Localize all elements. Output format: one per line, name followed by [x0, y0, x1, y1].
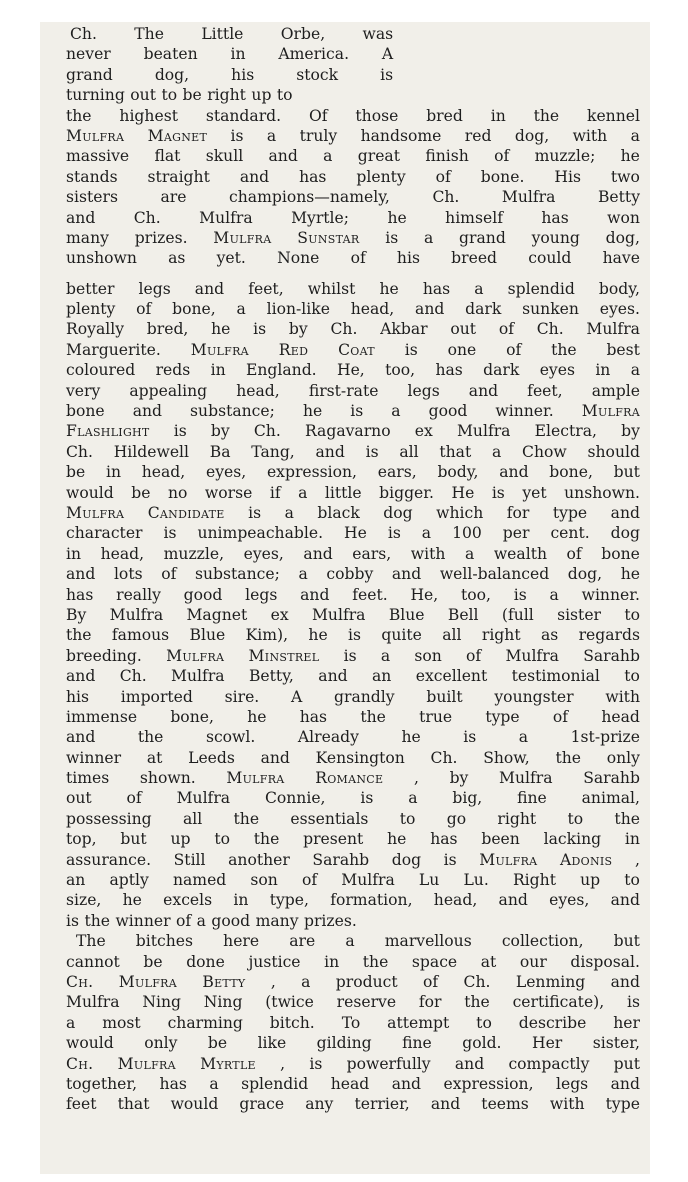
text-line: and the scowl. Already he is a 1st-prize [66, 728, 640, 747]
text-line: The bitches here are a marvellous collection, but [76, 932, 640, 951]
text-line: Ch. Hildewell Ba Tang, and is all that a Chow should [66, 442, 640, 461]
text-line: winner at Leeds and Kensington Ch. Show, the only [66, 748, 640, 767]
text-line: possessing all the essentials to go right to the [66, 809, 640, 828]
text-line: turning out to be right up to [66, 86, 293, 105]
text-line: the famous Blue Kim), he is quite all right as regards [66, 626, 640, 645]
text-line: sisters are champions—namely, Ch. Mulfra Betty [66, 188, 640, 207]
text-line: Ch. Mulfra Myrtle , is powerfully and compactly put [66, 1054, 640, 1073]
text-line: Ch. The Little Orbe, was [70, 25, 394, 43]
text-line: By Mulfra Magnet ex Mulfra Blue Bell (full sister to [66, 605, 640, 624]
text-line: character is unimpeachable. He is a 100 per cent. dog [66, 524, 640, 543]
text-line: is the winner of a good many prizes. [66, 911, 357, 930]
text-line: never beaten in America. A [66, 45, 394, 64]
text-line: would only be like gilding fine gold. Her sister, [66, 1034, 640, 1053]
text-line: Marguerite. Mulfra Red Coat is one of the best [66, 340, 640, 359]
text-block [66, 279, 640, 1115]
text-line: stands straight and has plenty of bone. His two [66, 167, 640, 186]
text-line: together, has a splendid head and expression, legs and [66, 1074, 640, 1093]
text-line: Royally bred, he is by Ch. Akbar out of Ch. Mulfra [66, 320, 640, 339]
text-line: a most charming bitch. To attempt to describe her [66, 1013, 640, 1032]
text-line: many prizes. Mulfra Sunstar is a grand young dog, [66, 228, 640, 247]
text-line: in head, muzzle, eyes, and ears, with a wealth of bone [66, 544, 640, 563]
text-line: Mulfra Magnet is a truly handsome red dog, with a [66, 126, 640, 145]
text-line: very appealing head, first-rate legs and feet, ample [66, 381, 640, 400]
text-line: times shown. Mulfra Romance , by Mulfra Sarahb [66, 769, 640, 788]
text-line: Flashlight is by Ch. Ragavarno ex Mulfra Electra, by [66, 422, 640, 441]
text-line: has really good legs and feet. He, too, is a winner. [66, 585, 640, 604]
text-line: better legs and feet, whilst he has a splendid body, [66, 279, 640, 298]
text-line: would be no worse if a little bigger. He is yet unshown. [66, 483, 640, 502]
text-line: and Ch. Mulfra Myrtle; he himself has won [66, 208, 640, 227]
text-line: unshown as yet. None of his breed could have [66, 249, 640, 268]
text-line: plenty of bone, a lion-like head, and dark sunken eyes. [66, 300, 640, 319]
text-line: cannot be done justice in the space at our disposal. [66, 952, 640, 971]
text-line: breeding. Mulfra Minstrel is a son of Mulfra Sarahb [66, 646, 640, 665]
column-break [66, 269, 640, 279]
text-line: and lots of substance; a cobby and well-balanced dog, he [66, 565, 640, 584]
text-line: top, but up to the present he has been lacking in [66, 830, 640, 849]
text-line: massive flat skull and a great finish of muzzle; he [66, 147, 640, 166]
article-body [66, 24, 640, 1115]
text-line: be in head, eyes, expression, ears, body, and bone, but [66, 463, 640, 482]
text-line: Ch. Mulfra Betty , a product of Ch. Lenming and [66, 972, 640, 991]
text-line: feet that would grace any terrier, and teems with type [66, 1095, 640, 1114]
text-line: immense bone, he has the true type of head [66, 707, 640, 726]
text-line: and Ch. Mulfra Betty, and an excellent testimonial to [66, 667, 640, 686]
text-block [66, 24, 640, 269]
text-line: size, he excels in type, formation, head, and eyes, and [66, 891, 640, 910]
text-line: the highest standard. Of those bred in the kennel [66, 106, 640, 125]
text-line: bone and substance; he is a good winner. Mulfra [66, 402, 640, 421]
text-line: his imported sire. A grandly built youngster with [66, 687, 640, 706]
text-line: Mulfra Ning Ning (twice reserve for the certificate), is [66, 993, 640, 1012]
text-line: coloured reds in England. He, too, has dark eyes in a [66, 361, 640, 380]
text-line: assurance. Still another Sarahb dog is Mulfra Adonis , [66, 850, 640, 869]
text-line: out of Mulfra Connie, is a big, fine animal, [66, 789, 640, 808]
scanned-page [40, 22, 650, 1174]
text-line: an aptly named son of Mulfra Lu Lu. Right up to [66, 871, 640, 890]
text-line: Mulfra Candidate is a black dog which for type and [66, 503, 640, 522]
text-line: grand dog, his stock is [66, 65, 394, 84]
